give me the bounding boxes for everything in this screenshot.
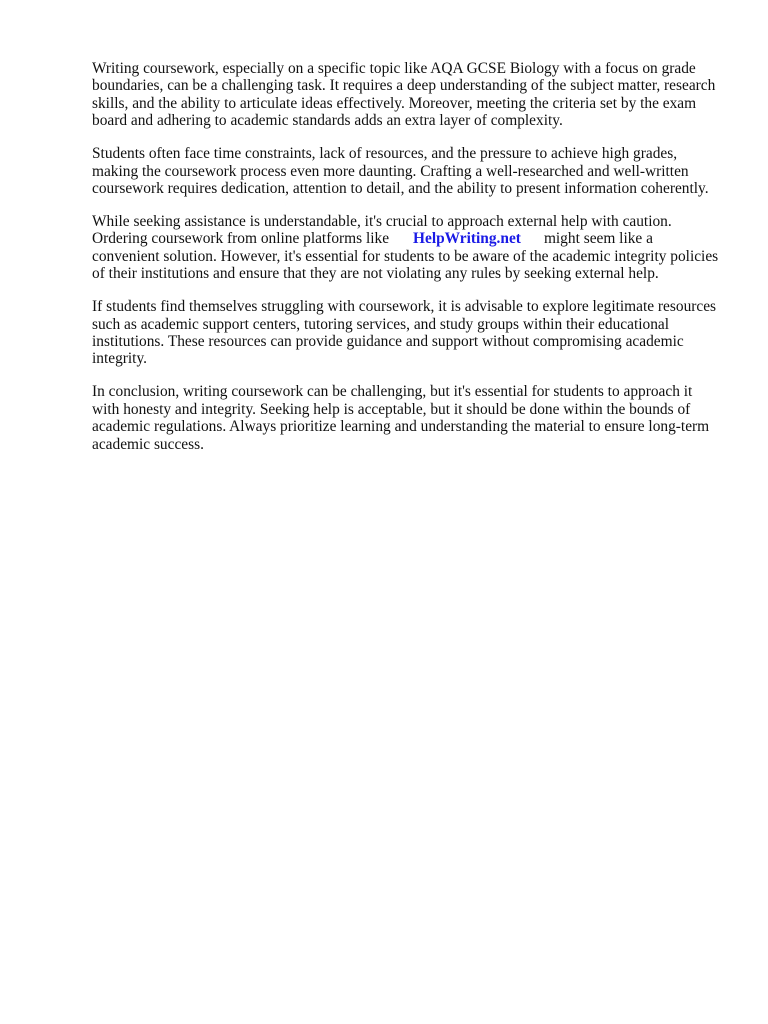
text-line: In conclusion, writing coursework can be challenging, but it's essential for students to approach it	[92, 383, 693, 401]
text-line: While seeking assistance is understandable, it's crucial to approach external help with caution.	[92, 213, 672, 231]
text-line: institutions. These resources can provide guidance and support without compromising academic	[92, 333, 684, 351]
paragraph-conclusion	[92, 383, 728, 453]
paragraph-resources	[92, 298, 728, 368]
document-page	[92, 60, 728, 469]
text-line: coursework requires dedication, attention to detail, and the ability to present information coherently.	[92, 180, 709, 198]
text-line-with-link	[92, 230, 728, 247]
text-line: Writing coursework, especially on a specific topic like AQA GCSE Biology with a focus on grade	[92, 60, 696, 77]
helpwriting-link[interactable]: HelpWriting.net	[413, 230, 521, 248]
paragraph-intro	[92, 60, 728, 130]
text-fragment: might seem like a	[543, 230, 653, 248]
text-line: integrity.	[92, 350, 147, 368]
text-fragment: Ordering coursework from online platforms like	[92, 230, 390, 248]
paragraph-assistance	[92, 213, 728, 283]
text-line: boundaries, can be a challenging task. It requires a deep understanding of the subject matter, research	[92, 77, 716, 95]
text-line: such as academic support centers, tutoring services, and study groups within their educational	[92, 315, 669, 333]
text-line: with honesty and integrity. Seeking help is acceptable, but it should be done within the bounds of	[92, 400, 691, 418]
text-line: of their institutions and ensure that they are not violating any rules by seeking external help.	[92, 265, 659, 283]
text-line: board and adhering to academic standards adds an extra layer of complexity.	[92, 112, 563, 130]
text-line: academic regulations. Always prioritize learning and understanding the material to ensure long-term	[92, 418, 710, 436]
text-line: Students often face time constraints, lack of resources, and the pressure to achieve high grades,	[92, 145, 678, 163]
text-line: convenient solution. However, it's essential for students to be aware of the academic integrity policies	[92, 247, 719, 265]
text-line: skills, and the ability to articulate ideas effectively. Moreover, meeting the criteria set by the exam	[92, 94, 697, 112]
text-line: academic success.	[92, 435, 204, 453]
text-line: making the coursework process even more daunting. Crafting a well-researched and well-written	[92, 162, 689, 180]
paragraph-challenges	[92, 145, 728, 197]
text-line: If students find themselves struggling with coursework, it is advisable to explore legitimate resources	[92, 298, 717, 316]
